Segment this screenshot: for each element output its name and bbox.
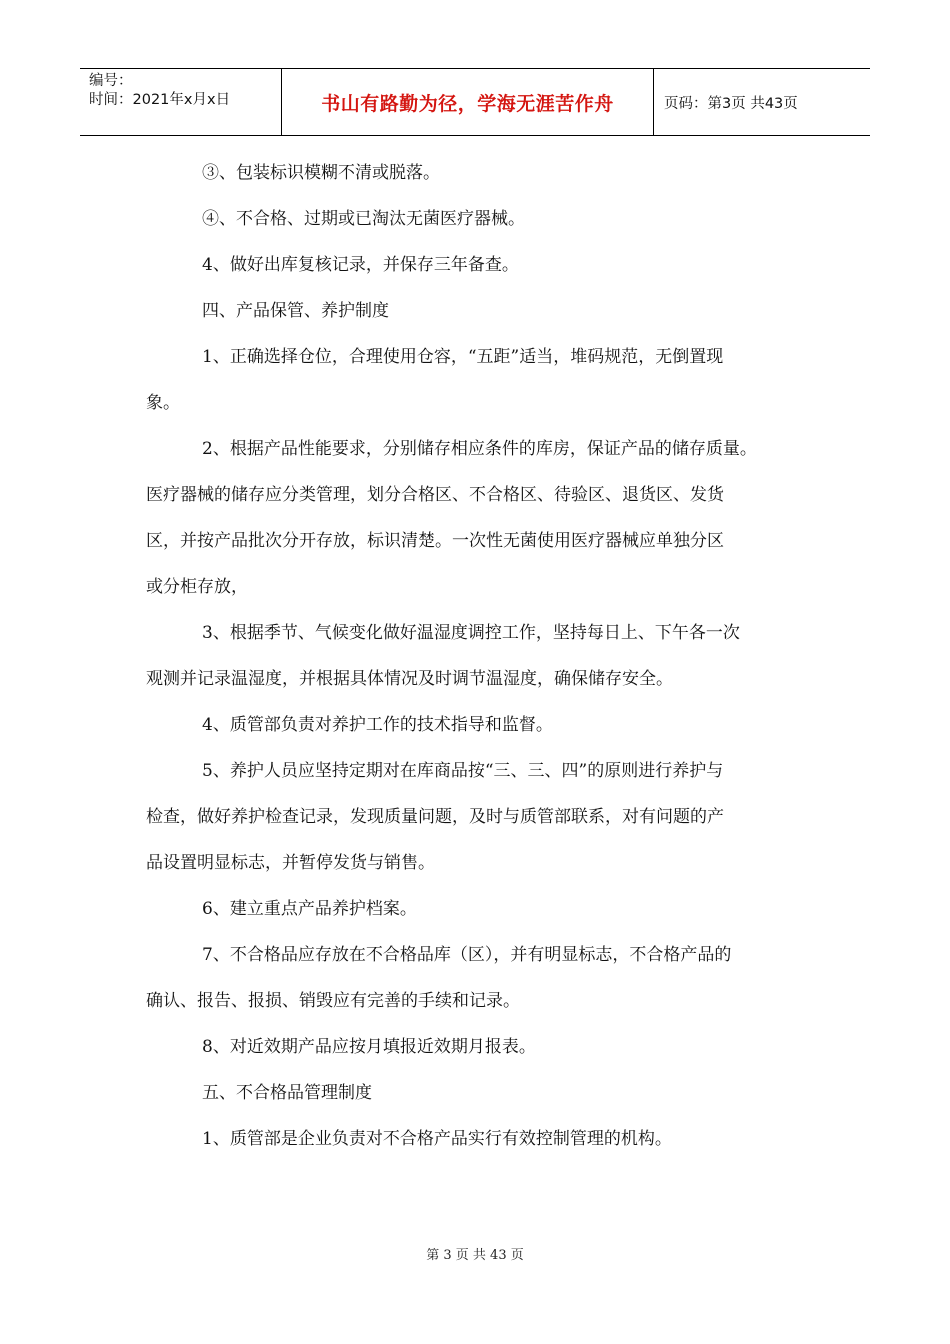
paragraph-line: 3、根据季节、气候变化做好温湿度调控工作，坚持每日上、下午各一次 bbox=[202, 623, 740, 643]
paragraph-line: 品设置明显标志，并暂停发货与销售。 bbox=[146, 853, 435, 873]
code-label: 编号： bbox=[89, 73, 133, 89]
date-label: 时间：2021年x月x日 bbox=[89, 92, 231, 108]
paragraph-line: 1、正确选择仓位，合理使用仓容，“五距”适当，堆码规范，无倒置现 bbox=[202, 347, 724, 367]
paragraph-line: ③、包装标识模糊不清或脱落。 bbox=[202, 163, 440, 183]
page-footer: 第 3 页 共 43 页 bbox=[426, 1248, 524, 1263]
paragraph-line: 区，并按产品批次分开存放，标识清楚。一次性无菌使用医疗器械应单独分区 bbox=[146, 531, 724, 551]
header-motto: 书山有路勤为径，学海无涯苦作舟 bbox=[282, 69, 654, 135]
paragraph-line: 6、建立重点产品养护档案。 bbox=[202, 899, 417, 919]
paragraph-line: 观测并记录温湿度，并根据具体情况及时调节温湿度，确保储存安全。 bbox=[146, 669, 673, 689]
paragraph-line: 4、质管部负责对养护工作的技术指导和监督。 bbox=[202, 715, 553, 735]
paragraph-line: 7、不合格品应存放在不合格品库（区），并有明显标志，不合格产品的 bbox=[202, 945, 732, 965]
header-page-info: 页码：第3页 共43页 bbox=[664, 95, 798, 112]
document-body bbox=[146, 150, 826, 1162]
paragraph-line: 1、质管部是企业负责对不合格产品实行有效控制管理的机构。 bbox=[202, 1129, 672, 1149]
paragraph-line: 医疗器械的储存应分类管理，划分合格区、不合格区、待验区、退货区、发货 bbox=[146, 485, 724, 505]
paragraph-line: 8、对近效期产品应按月填报近效期月报表。 bbox=[202, 1037, 536, 1057]
paragraph-line: 4、做好出库复核记录，并保存三年备查。 bbox=[202, 255, 519, 275]
paragraph-line: ④、不合格、过期或已淘汰无菌医疗器械。 bbox=[202, 209, 525, 229]
paragraph-line: 四、产品保管、养护制度 bbox=[202, 301, 389, 321]
paragraph-line: 或分柜存放， bbox=[146, 577, 248, 597]
paragraph-line: 5、养护人员应坚持定期对在库商品按“三、三、四”的原则进行养护与 bbox=[202, 761, 724, 781]
paragraph-line: 五、不合格品管理制度 bbox=[202, 1083, 372, 1103]
paragraph-line: 象。 bbox=[146, 393, 180, 413]
paragraph-line: 2、根据产品性能要求，分别储存相应条件的库房，保证产品的储存质量。 bbox=[202, 439, 757, 459]
header-meta bbox=[80, 69, 282, 135]
paragraph-line: 检查，做好养护检查记录，发现质量问题，及时与质管部联系，对有问题的产 bbox=[146, 807, 724, 827]
paragraph-line: 确认、报告、报损、销毁应有完善的手续和记录。 bbox=[146, 991, 520, 1011]
document-header bbox=[80, 68, 870, 136]
